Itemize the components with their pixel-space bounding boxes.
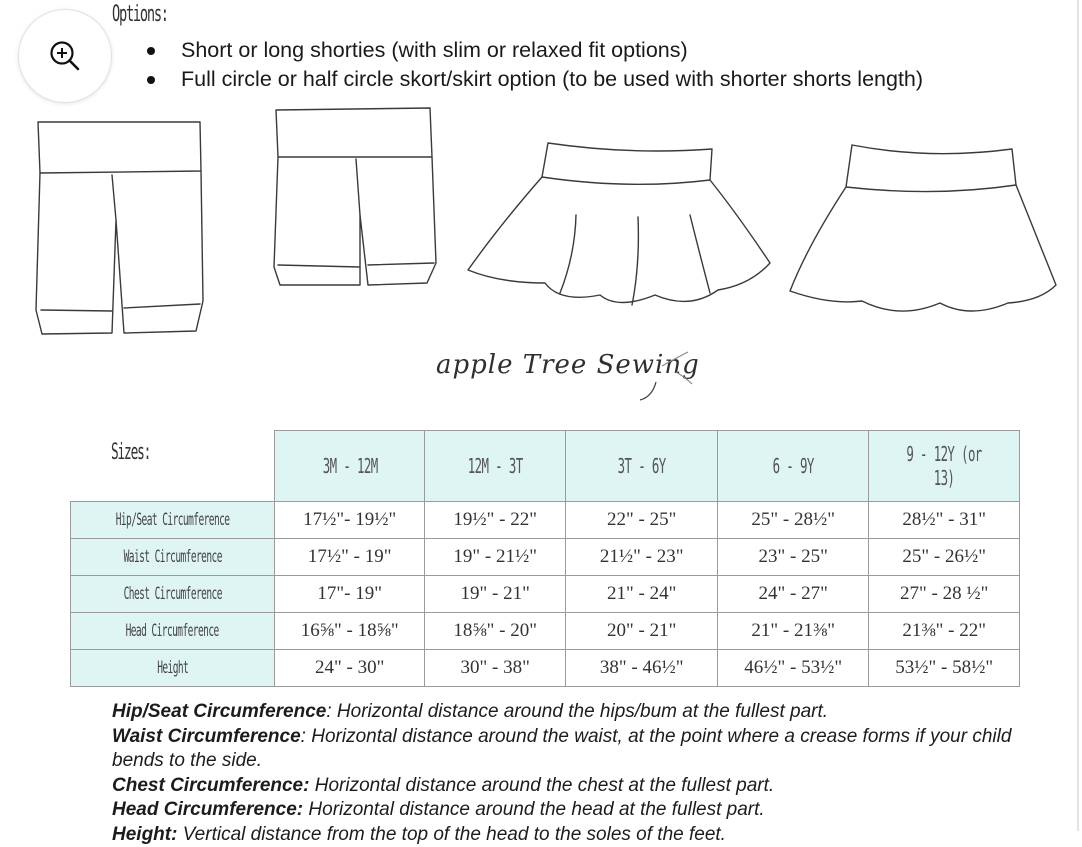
table-cell: 21½" - 23"	[566, 539, 718, 576]
table-row	[71, 650, 1020, 687]
definition-chest: Chest Circumference: Horizontal distance around the chest at the fullest part.	[112, 774, 1012, 799]
table-cell: 30" - 38"	[425, 650, 566, 687]
zoom-in-icon	[47, 38, 83, 74]
full-circle-skirt-drawing	[468, 143, 770, 305]
table-cell: 21⅜" - 22"	[869, 613, 1020, 650]
row-label-chest: Chest Circumference	[71, 576, 275, 613]
table-cell: 25" - 28½"	[718, 502, 869, 539]
table-cell: 19" - 21"	[425, 576, 566, 613]
size-column-3m-12m: 3M - 12M	[275, 431, 425, 502]
garment-illustrations	[0, 105, 1082, 345]
table-cell: 21" - 21⅜"	[718, 613, 869, 650]
table-row	[71, 539, 1020, 576]
table-cell: 23" - 25"	[718, 539, 869, 576]
table-cell: 17"- 19"	[275, 576, 425, 613]
table-cell: 19" - 21½"	[425, 539, 566, 576]
row-label-head: Head Circumference	[71, 613, 275, 650]
table-cell: 53½" - 58½"	[869, 650, 1020, 687]
size-header-row	[71, 431, 1020, 502]
row-label-waist: Waist Circumference	[71, 539, 275, 576]
row-label-height: Height	[71, 650, 275, 687]
definition-hip-seat: Hip/Seat Circumference: Horizontal distance around the hips/bum at the fullest part.	[112, 700, 1012, 725]
table-cell: 18⅝" - 20"	[425, 613, 566, 650]
row-label-hip-seat: Hip/Seat Circumference	[71, 502, 275, 539]
options-item-skirt: Full circle or half circle skort/skirt option (to be used with shorter shorts length)	[181, 65, 981, 94]
table-cell: 38" - 46½"	[566, 650, 718, 687]
table-cell: 20" - 21"	[566, 613, 718, 650]
size-column-9-12y: 9 - 12Y (or 13)	[869, 431, 1020, 502]
table-cell: 27" - 28 ½"	[869, 576, 1020, 613]
table-cell: 17½" - 19"	[275, 539, 425, 576]
size-chart-table	[70, 430, 1020, 687]
table-cell: 46½" - 53½"	[718, 650, 869, 687]
measurement-definitions	[112, 700, 1012, 847]
table-cell: 24" - 30"	[275, 650, 425, 687]
options-heading: Options:	[112, 2, 168, 27]
definition-waist: Waist Circumference: Horizontal distance around the waist, at the point where a crease forms if your child bends to the side.	[112, 725, 1012, 774]
short-shorties-drawing	[274, 108, 436, 285]
table-row	[71, 502, 1020, 539]
half-circle-skirt-drawing	[790, 145, 1056, 311]
table-row	[71, 576, 1020, 613]
size-column-12m-3t: 12M - 3T	[425, 431, 566, 502]
table-cell: 24" - 27"	[718, 576, 869, 613]
size-column-3t-6y: 3T - 6Y	[566, 431, 718, 502]
table-cell: 22" - 25"	[566, 502, 718, 539]
table-cell: 28½" - 31"	[869, 502, 1020, 539]
brand-logo-text: apple Tree Sewing	[436, 350, 700, 380]
brand-swash-icon	[430, 342, 700, 412]
size-column-6-9y: 6 - 9Y	[718, 431, 869, 502]
table-corner	[71, 431, 275, 502]
long-shorties-drawing	[36, 122, 203, 334]
definition-head: Head Circumference: Horizontal distance around the head at the fullest part.	[112, 798, 1012, 823]
options-list	[181, 36, 981, 94]
table-cell: 19½" - 22"	[425, 502, 566, 539]
definition-height: Height: Vertical distance from the top of the head to the soles of the feet.	[112, 823, 1012, 847]
table-cell: 16⅝" - 18⅝"	[275, 613, 425, 650]
table-cell: 17½"- 19½"	[275, 502, 425, 539]
table-cell: 21" - 24"	[566, 576, 718, 613]
options-item-shorties: Short or long shorties (with slim or relaxed fit options)	[181, 36, 981, 65]
table-row	[71, 613, 1020, 650]
sizes-label: Sizes:	[111, 440, 150, 465]
zoom-in-button[interactable]	[18, 9, 112, 103]
table-cell: 25" - 26½"	[869, 539, 1020, 576]
